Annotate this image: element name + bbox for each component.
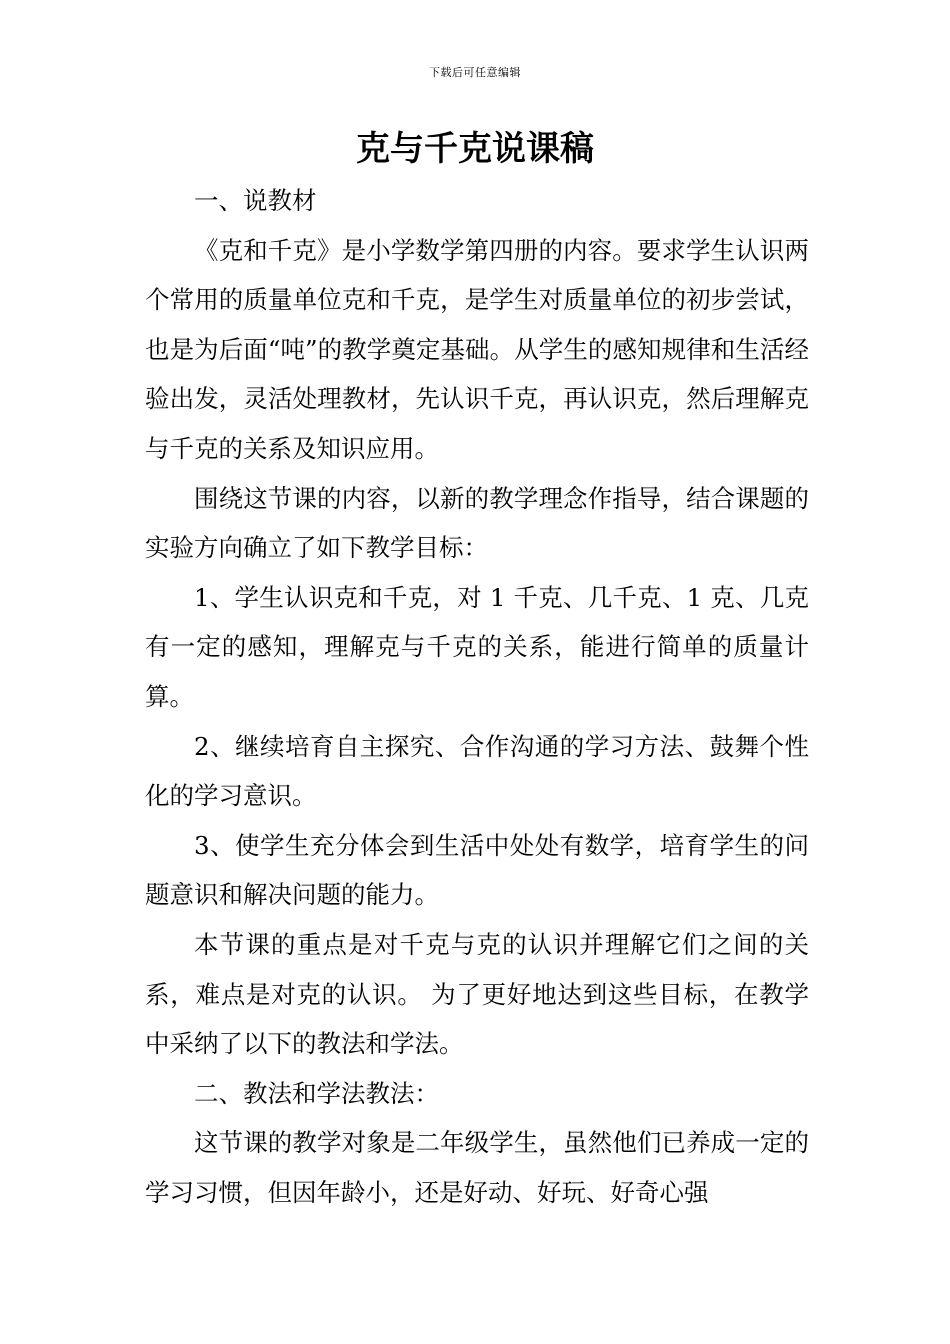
document-body <box>145 176 809 1217</box>
page-title: 克与千克说课稿 <box>356 129 594 169</box>
objective-item-3: 3、使学生充分体会到生活中处处有数学，培育学生的问题意识和解决问题的能力。 <box>145 830 809 910</box>
paragraph-key-points: 本节课的重点是对千克与克的认识并理解它们之间的关系，难点是对克的认识。 为了更好地达到这些目标，在教学中采纳了以下的教法和学法。 <box>145 929 809 1059</box>
paragraph-students: 这节课的教学对象是二年级学生，虽然他们已养成一定的学习习惯，但因年龄小，还是好动、好玩、好奇心强 <box>145 1128 809 1207</box>
paragraph-objectives-intro: 围绕这节课的内容，以新的教学理念作指导，结合课题的实验方向确立了如下教学目标： <box>145 483 809 563</box>
objective-item-2: 2、继续培育自主探究、合作沟通的学习方法、鼓舞个性化的学习意识。 <box>145 731 809 811</box>
objective-item-1: 1、学生认识克和千克，对 1 千克、几千克、1 克、几克有一定的感知，理解克与千克的关系，能进行简单的质量计算。 <box>145 582 809 711</box>
section-heading-teaching-material: 一、说教材 <box>194 186 317 215</box>
paragraph-textbook-intro: 《克和千克》是小学数学第四册的内容。要求学生认识两个常用的质量单位克和千克，是学生对质量单位的初步尝试，也是为后面“吨”的教学奠定基础。从学生的感知规律和生活经验出发，灵活处理教材，先认识千克，再认识克，然后理解克与千克的关系及知识应用。 <box>145 235 809 463</box>
section-heading-methods: 二、教法和学法教法： <box>194 1078 439 1108</box>
header-note: 下载后可任意编辑 <box>429 66 521 79</box>
